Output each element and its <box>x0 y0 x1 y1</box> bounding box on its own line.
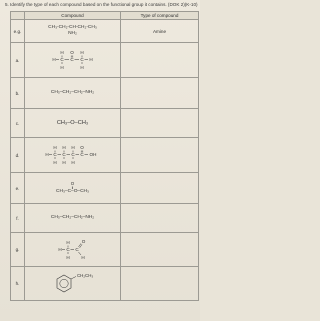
svg-text:H: H <box>79 50 84 55</box>
svg-text:C: C <box>79 57 84 62</box>
type-answer-field[interactable] <box>121 109 199 138</box>
compound-formula: CH₃-CH₂-CH-CH₂-CH₃ <box>48 25 97 30</box>
svg-text:H: H <box>44 152 49 157</box>
table-row <box>11 204 199 233</box>
compound-formula: CH₃–CH₂–CH₂–NH₂ <box>50 90 95 95</box>
compound-substituent: NH₂ <box>68 31 77 36</box>
carbonyl-oxygen: O <box>70 180 75 186</box>
svg-text:H: H <box>61 145 66 150</box>
compound-formula: CH₃–O–CH₃ <box>56 120 89 126</box>
svg-text:H: H <box>52 160 57 165</box>
svg-text:C: C <box>65 246 70 252</box>
svg-text:H: H <box>57 246 62 252</box>
svg-text:C: C <box>74 246 79 252</box>
type-answer-field[interactable]: Amine <box>121 20 199 43</box>
svg-text:O: O <box>81 238 85 244</box>
benzene-ring-structure <box>50 271 96 297</box>
row-label: d. <box>11 138 25 173</box>
svg-text:H: H <box>88 57 93 62</box>
svg-text:H: H <box>80 254 85 260</box>
table-row <box>11 233 199 267</box>
compound-cell <box>25 233 121 267</box>
type-answer-field[interactable] <box>121 173 199 204</box>
compound-cell <box>25 78 121 109</box>
svg-text:C: C <box>61 152 66 157</box>
header-type: Type of compound <box>121 12 199 20</box>
svg-text:C: C <box>59 57 64 62</box>
structural-formula-d <box>42 141 104 169</box>
svg-text:C: C <box>52 152 57 157</box>
compound-cell <box>25 267 121 301</box>
type-answer-field[interactable] <box>121 204 199 233</box>
svg-text:H: H <box>79 65 84 70</box>
svg-text:H: H <box>70 145 75 150</box>
svg-text:H: H <box>52 145 57 150</box>
compound-cell <box>25 43 121 78</box>
row-label: c. <box>11 109 25 138</box>
compound-formula: CH₃–CH₂–CH₂–NH₂ <box>50 215 95 220</box>
table-header-row <box>11 12 199 20</box>
header-label <box>11 12 25 20</box>
type-answer-field[interactable] <box>121 78 199 109</box>
question-instruction: 5. Identify the type of each compound based on the functional group it contains. (DOK 2)(K-10) <box>5 2 198 7</box>
type-answer-field[interactable] <box>121 43 199 78</box>
table-row <box>11 267 199 301</box>
row-label: h. <box>11 267 25 301</box>
compound-cell <box>25 109 121 138</box>
svg-text:H: H <box>65 254 70 260</box>
svg-text:O: O <box>69 50 74 55</box>
svg-text:H: H <box>70 160 75 165</box>
svg-text:H: H <box>61 160 66 165</box>
compound-cell <box>25 138 121 173</box>
structural-formula-a <box>48 46 98 74</box>
table-row <box>11 20 199 43</box>
row-label: e. <box>11 173 25 204</box>
row-label: b. <box>11 78 25 109</box>
compound-table <box>10 11 199 301</box>
svg-text:H: H <box>59 65 64 70</box>
row-label: f. <box>11 204 25 233</box>
compound-cell <box>25 20 121 43</box>
table-row <box>11 109 199 138</box>
row-label: e.g. <box>11 20 25 43</box>
row-label: a. <box>11 43 25 78</box>
svg-text:C: C <box>79 152 84 157</box>
compound-formula: CH₃–C–O–CH₃ <box>56 188 89 194</box>
svg-text:H: H <box>65 239 70 245</box>
svg-text:H: H <box>59 50 64 55</box>
svg-text:O: O <box>79 145 84 150</box>
table-row <box>11 78 199 109</box>
compound-cell <box>25 173 121 204</box>
carbonyl-double-bond: ‖ <box>71 184 74 190</box>
svg-text:H: H <box>51 57 56 62</box>
table-row <box>11 173 199 204</box>
header-compound: Compound <box>25 12 121 20</box>
svg-text:C: C <box>70 152 75 157</box>
svg-text:OH: OH <box>89 152 96 157</box>
ethyl-substituent: CH₂CH₃ <box>76 272 93 278</box>
row-label: g. <box>11 233 25 267</box>
table-row <box>11 138 199 173</box>
type-answer-field[interactable] <box>121 233 199 267</box>
svg-text:C: C <box>69 57 74 62</box>
type-answer-field[interactable] <box>121 138 199 173</box>
table-row <box>11 43 199 78</box>
type-answer-field[interactable] <box>121 267 199 301</box>
compound-cell <box>25 204 121 233</box>
structural-formula-g <box>56 236 90 264</box>
